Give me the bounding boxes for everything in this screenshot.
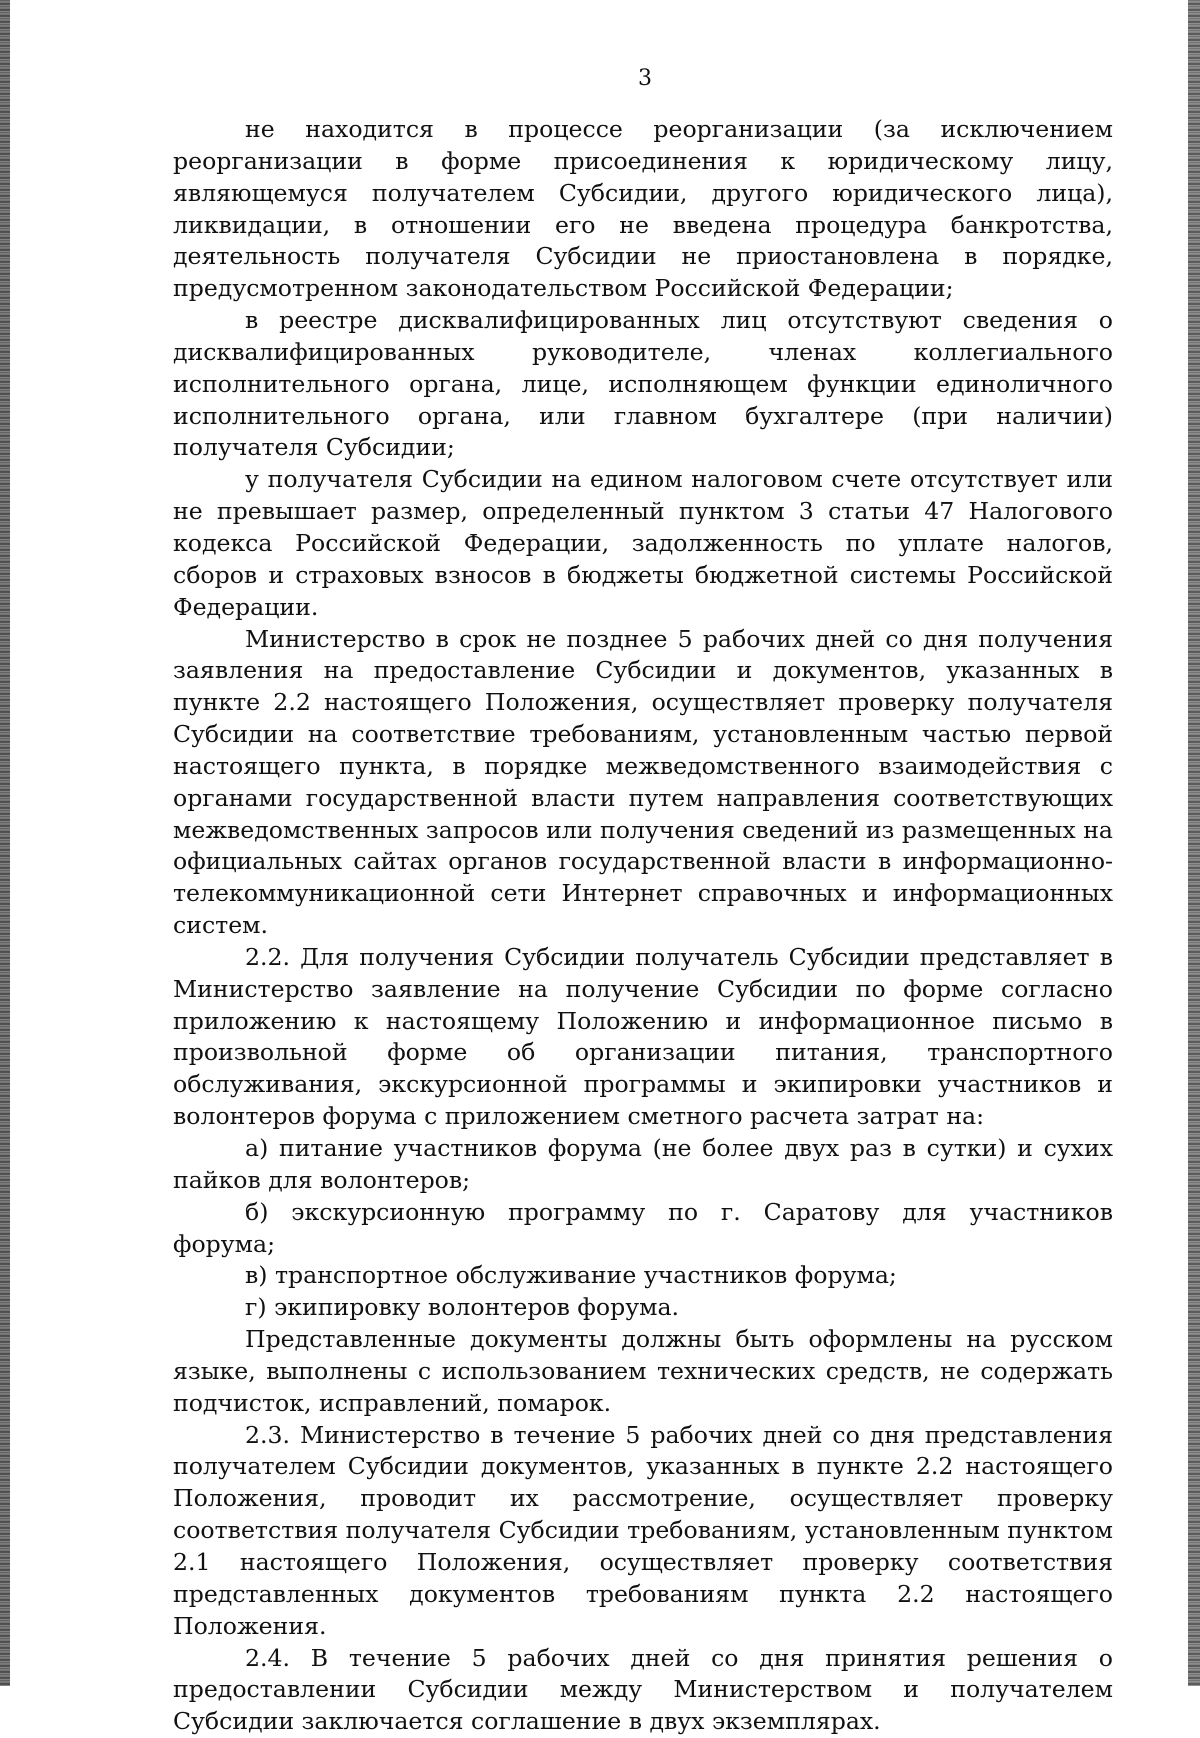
paragraph-reorganization-condition: не находится в процессе реорганизации (за исключением реорганизации в форме присоединения к юридическому лицу, являющемуся получателем Субсидии, другого юридического лица), ликвидации, в отношении его не введена процедура банкротства, деятельность получателя Субсидии не приостановлена в порядке, предусмотренном законодательством Российской Федерации; [173, 114, 1113, 305]
document-body [173, 114, 1113, 1738]
paragraph-disqualified-persons-condition: в реестре дисквалифицированных лиц отсутствуют сведения о дисквалифицированных руководителе, членах коллегиального исполнительного органа, лице, исполняющем функции единоличного исполнительного органа, или главном бухгалтере (при наличии) получателя Субсидии; [173, 305, 1113, 464]
paragraph-clause-2-4: 2.4. В течение 5 рабочих дней со дня принятия решения о предоставлении Субсидии между Министерством и получателем Субсидии заключается соглашение в двух экземплярах. [173, 1643, 1113, 1738]
list-item-g: г) экипировку волонтеров форума. [173, 1292, 1113, 1324]
scan-edge-left [0, 0, 10, 1686]
list-item-a: а) питание участников форума (не более двух раз в сутки) и сухих пайков для волонтеров; [173, 1133, 1113, 1197]
scan-edge-right [1188, 0, 1200, 1686]
paragraph-clause-2-3: 2.3. Министерство в течение 5 рабочих дней со дня представления получателем Субсидии документов, указанных в пункте 2.2 настоящего Положения, проводит их рассмотрение, осуществляет проверку соответствия получателя Субсидии требованиям, установленным пунктом 2.1 настоящего Положения, осуществляет проверку соответствия представленных документов требованиям пункта 2.2 настоящего Положения. [173, 1420, 1113, 1643]
paragraph-tax-debt-condition: у получателя Субсидии на едином налоговом счете отсутствует или не превышает размер, определенный пунктом 3 статьи 47 Налогового кодекса Российской Федерации, задолженность по уплате налогов, сборов и страховых взносов в бюджеты бюджетной системы Российской Федерации. [173, 464, 1113, 623]
page-number: 3 [0, 66, 1200, 91]
paragraph-document-requirements: Представленные документы должны быть оформлены на русском языке, выполнены с использованием технических средств, не содержать подчисток, исправлений, помарок. [173, 1324, 1113, 1420]
list-item-b: б) экскурсионную программу по г. Саратову для участников форума; [173, 1197, 1113, 1261]
paragraph-clause-2-2: 2.2. Для получения Субсидии получатель Субсидии представляет в Министерство заявление на получение Субсидии по форме согласно приложению к настоящему Положению и информационное письмо в произвольной форме об организации питания, транспортного обслуживания, экскурсионной программы и экипировки участников и волонтеров форума с приложением сметного расчета затрат на: [173, 942, 1113, 1133]
list-item-v: в) транспортное обслуживание участников форума; [173, 1260, 1113, 1292]
paragraph-ministry-verification: Министерство в срок не позднее 5 рабочих дней со дня получения заявления на предоставление Субсидии и документов, указанных в пункте 2.2 настоящего Положения, осуществляет проверку получателя Субсидии на соответствие требованиям, установленным частью первой настоящего пункта, в порядке межведомственного взаимодействия с органами государственной власти путем направления соответствующих межведомственных запросов или получения сведений из размещенных на официальных сайтах органов государственной власти в информационно-телекоммуникационной сети Интернет справочных и информационных систем. [173, 624, 1113, 942]
